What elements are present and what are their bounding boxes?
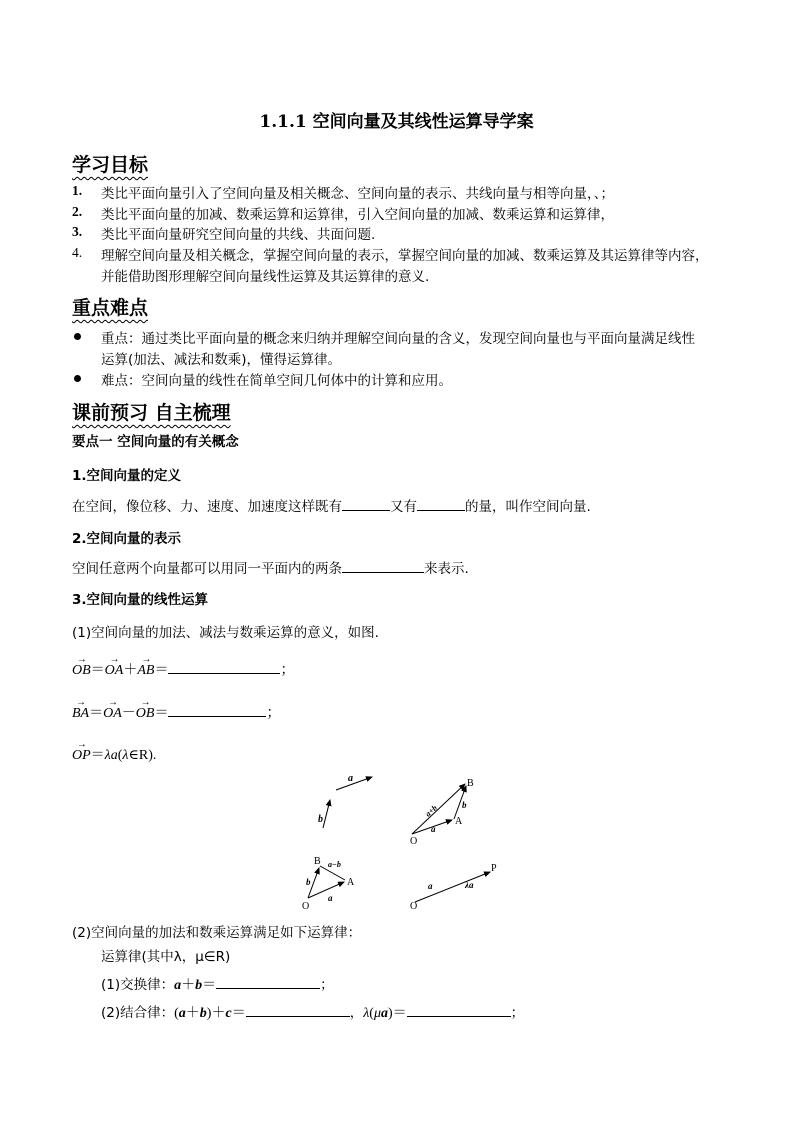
section-heading-preview: 课前预习 自主梳理 [72, 402, 231, 424]
point-heading: 要点一 空间向量的有关概念 [72, 434, 239, 450]
goal-number: 3. [72, 224, 83, 239]
label-b: b [462, 800, 467, 810]
definition-sentence: 在空间，像位移、力、速度、加速度这样既有 又有 的量，叫作空间向量. [72, 499, 591, 515]
representation-sentence: 空间任意两个向量都可以用同一平面内的两条 来表示. [72, 561, 469, 577]
operation-laws-note: 运算律(其中λ，μ∈R) [101, 949, 231, 965]
goal-item-continuation: 并能借助图形理解空间向量线性运算及其运算律的意义. [101, 269, 430, 285]
label-b-point: B [467, 778, 474, 789]
key-point-item: 重点：通过类比平面向量的概念来归纳并理解空间向量的含义，发现空间向量也与平面向量满足线性 [101, 331, 695, 347]
goal-number: 1. [72, 183, 83, 198]
vector-b-arrow [323, 800, 330, 828]
associative-law: (2)结合律：(a＋b)＋c＝ ，λ(μa)＝ ； [101, 1005, 525, 1021]
operations-intro: (1)空间向量的加法、减法与数乘运算的意义，如图. [72, 625, 379, 641]
fill-blank[interactable] [168, 661, 280, 674]
key-point-continuation: 运算(加法、减法和数乘)，懂得运算律。 [101, 352, 342, 368]
label-b: b [318, 814, 323, 825]
label-b: b [306, 877, 311, 887]
label-a: a [328, 893, 333, 903]
label-o: O [410, 901, 418, 912]
vector-diagram [300, 770, 510, 915]
label-b-point: B [314, 856, 321, 867]
bullet-icon [74, 375, 81, 382]
bullet-icon [74, 333, 81, 340]
formula-ba-difference: → BA＝→ OA－→ OB＝ ； [72, 702, 280, 722]
label-a-point: A [347, 877, 355, 888]
vector-op-arrow [415, 872, 490, 902]
formula-ob-sum: → OB＝→ OA＋→ AB＝ ； [72, 659, 294, 679]
fill-blank[interactable] [342, 498, 390, 511]
label-o: O [410, 836, 418, 847]
fill-blank[interactable] [417, 498, 465, 511]
fill-blank[interactable] [407, 1004, 511, 1017]
subsection-heading-definition: 1.空间向量的定义 [72, 468, 182, 484]
goal-item: 类比平面向量引入了空间向量及相关概念、空间向量的表示、共线向量与相等向量，、； [101, 186, 614, 202]
subsection-heading-representation: 2.空间向量的表示 [72, 531, 182, 547]
label-o: O [302, 901, 310, 912]
label-a-minus-b: a−b [328, 860, 341, 869]
goal-item: 理解空间向量及相关概念，掌握空间向量的表示，掌握空间向量的加减、数乘运算及其运算律等内容， [101, 248, 709, 264]
goal-item: 类比平面向量的加减、数乘运算和运算律，引入空间向量的加减、数乘运算和运算律， [101, 207, 614, 223]
vector-a-arrow [336, 777, 372, 790]
commutative-law: (1)交换律：a＋b＝ ； [101, 977, 334, 993]
label-a: a [431, 824, 436, 834]
goal-item: 类比平面向量研究空间向量的共线、共面问题. [101, 227, 376, 243]
section-heading-goals: 学习目标 [72, 154, 149, 176]
label-a: a [428, 881, 433, 891]
section-heading-key-points: 重点难点 [72, 297, 149, 319]
page-title: 1.1.1 空间向量及其线性运算导学案 [259, 112, 534, 132]
subsection-heading-linear-operations: 3.空间向量的线性运算 [72, 592, 209, 608]
label-a: a [348, 773, 353, 784]
key-point-item: 难点：空间向量的线性在简单空间几何体中的计算和应用。 [101, 373, 452, 389]
label-lambda-a: λa [465, 880, 474, 890]
fill-blank[interactable] [342, 560, 424, 573]
label-p-point: P [491, 863, 497, 874]
goal-number: 4. [72, 245, 83, 260]
formula-op-scalar: → OP＝λa(λ∈R). [72, 744, 156, 764]
fill-blank[interactable] [168, 704, 266, 717]
label-a-plus-b: a+b [423, 803, 439, 819]
operation-laws-intro: (2)空间向量的加法和数乘运算满足如下运算律： [72, 925, 362, 941]
goal-number: 2. [72, 204, 83, 219]
fill-blank[interactable] [216, 976, 320, 989]
label-a-point: A [455, 816, 463, 827]
fill-blank[interactable] [246, 1004, 350, 1017]
